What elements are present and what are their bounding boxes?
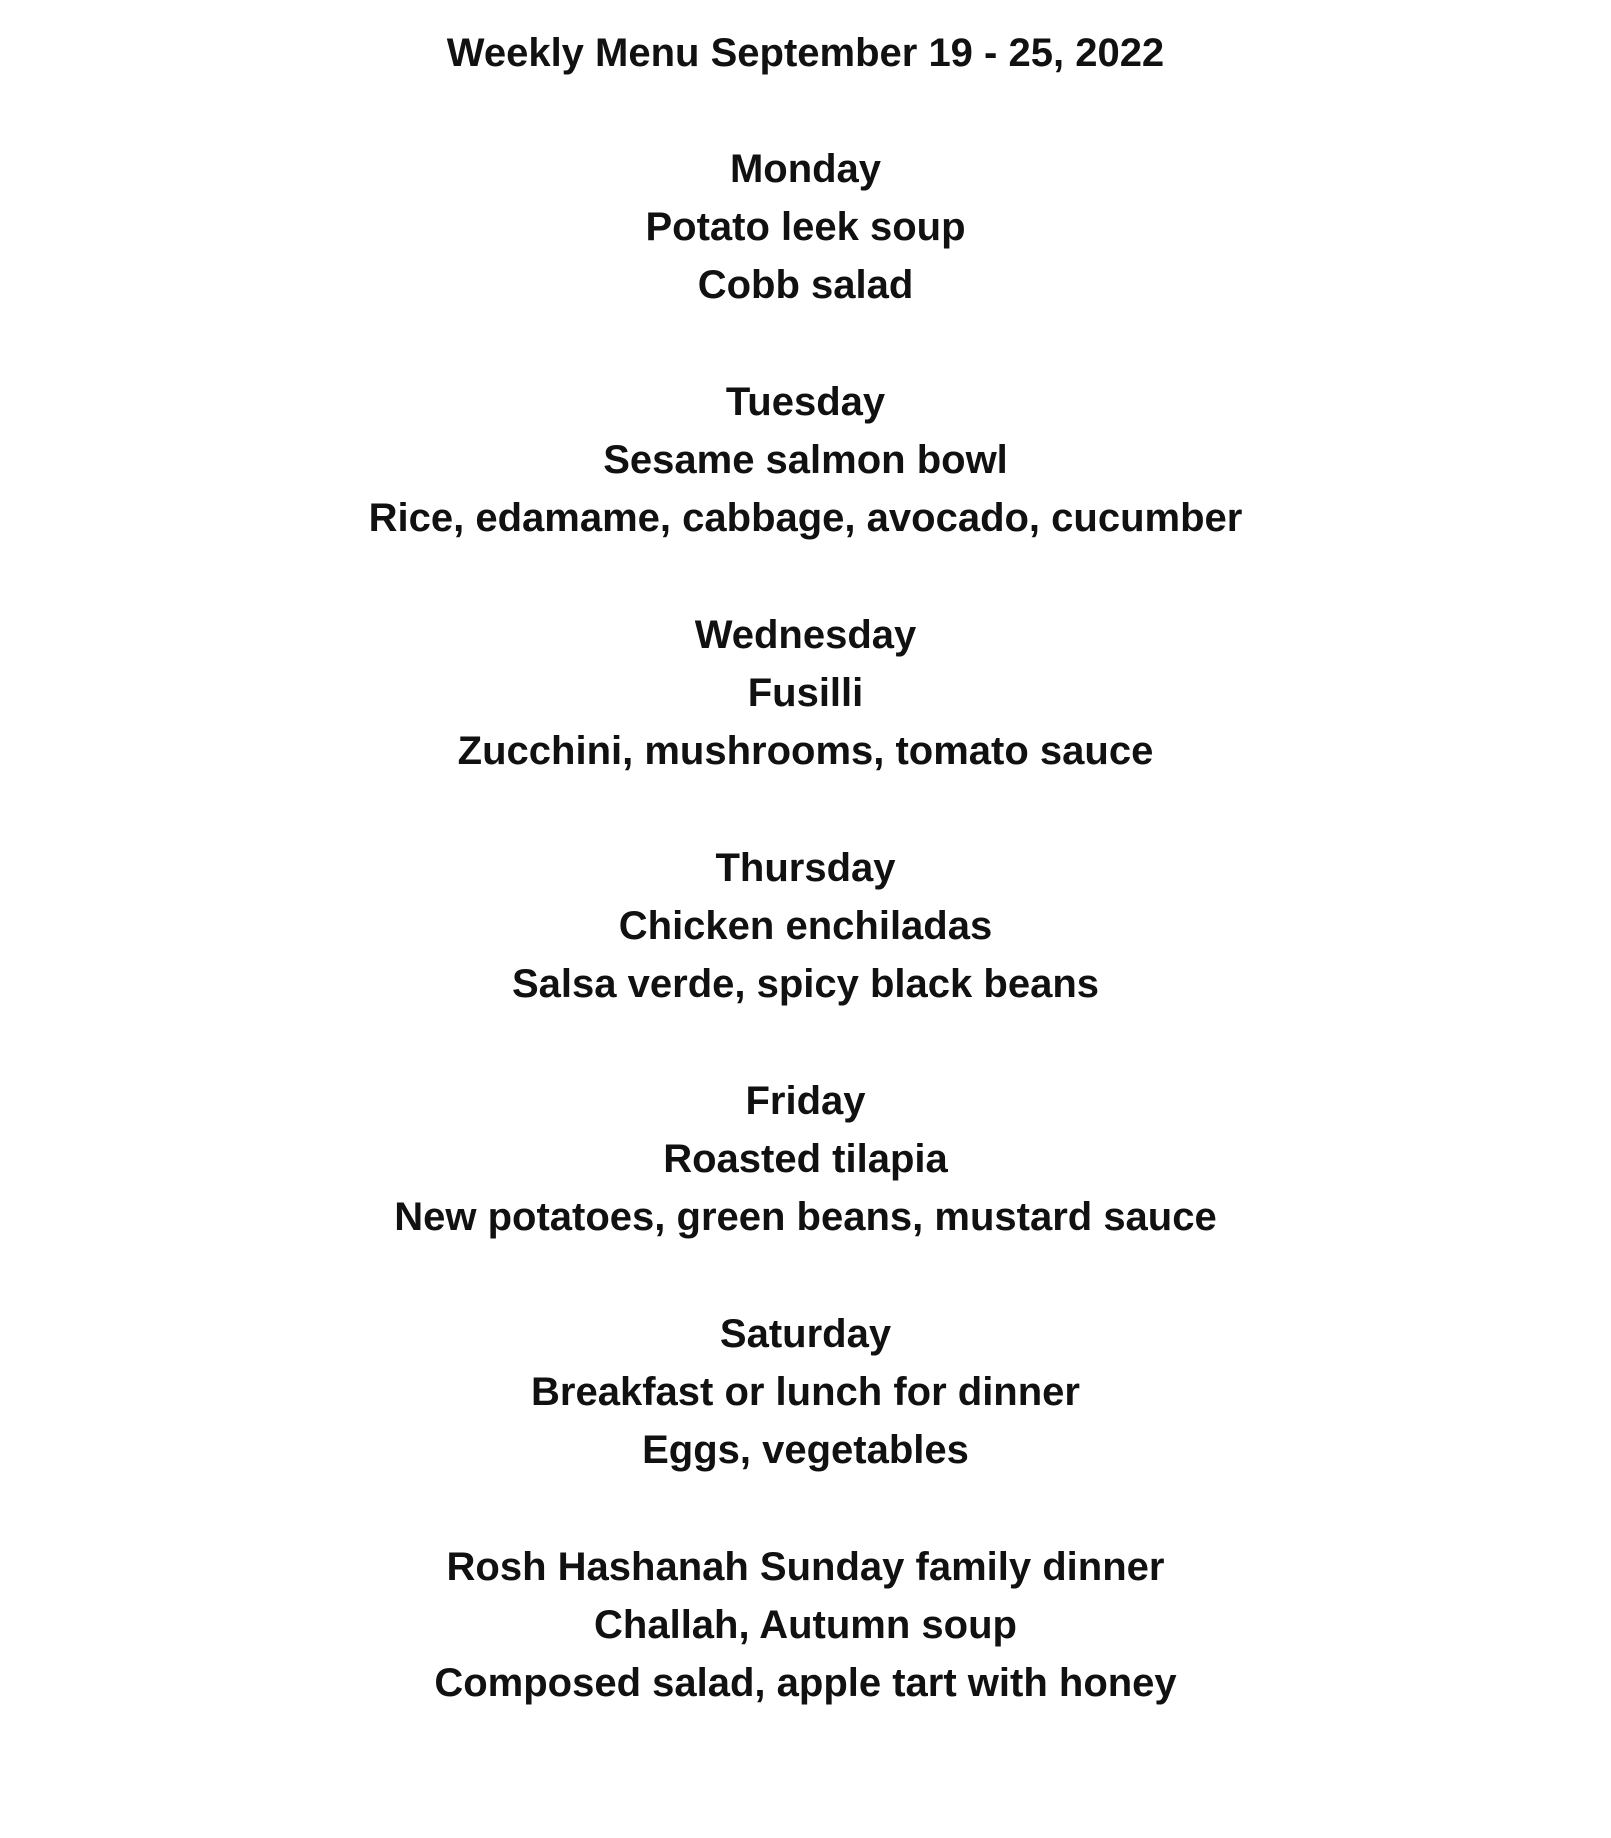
menu-item-sides: Rice, edamame, cabbage, avocado, cucumber xyxy=(368,496,1243,540)
menu-item-sides: Eggs, vegetables xyxy=(642,1428,969,1472)
menu-item-main: Challah, Autumn soup xyxy=(594,1603,1017,1647)
day-heading-monday: Monday xyxy=(729,147,882,191)
menu-item-sides: Salsa verde, spicy black beans xyxy=(511,962,1099,1006)
day-heading-tuesday: Tuesday xyxy=(725,380,886,424)
day-heading-friday: Friday xyxy=(745,1079,866,1123)
day-heading-saturday: Saturday xyxy=(719,1312,892,1356)
day-heading-thursday: Thursday xyxy=(715,846,896,890)
menu-item-main: Breakfast or lunch for dinner xyxy=(531,1370,1080,1414)
menu-item-sides: Zucchini, mushrooms, tomato sauce xyxy=(457,729,1154,773)
menu-item-main: Sesame salmon bowl xyxy=(603,438,1008,482)
menu-item-sides: Composed salad, apple tart with honey xyxy=(434,1661,1177,1705)
menu-item-sides: Cobb salad xyxy=(697,263,914,307)
menu-item-main: Roasted tilapia xyxy=(663,1137,948,1181)
menu-item-main: Fusilli xyxy=(747,671,864,715)
menu-title: Weekly Menu September 19 - 25, 2022 xyxy=(446,31,1165,75)
menu-item-main: Potato leek soup xyxy=(645,205,966,249)
day-heading-wednesday: Wednesday xyxy=(694,613,917,657)
day-heading-sunday: Rosh Hashanah Sunday family dinner xyxy=(446,1545,1165,1589)
menu-item-main: Chicken enchiladas xyxy=(618,904,993,948)
menu-item-sides: New potatoes, green beans, mustard sauce xyxy=(394,1195,1217,1239)
